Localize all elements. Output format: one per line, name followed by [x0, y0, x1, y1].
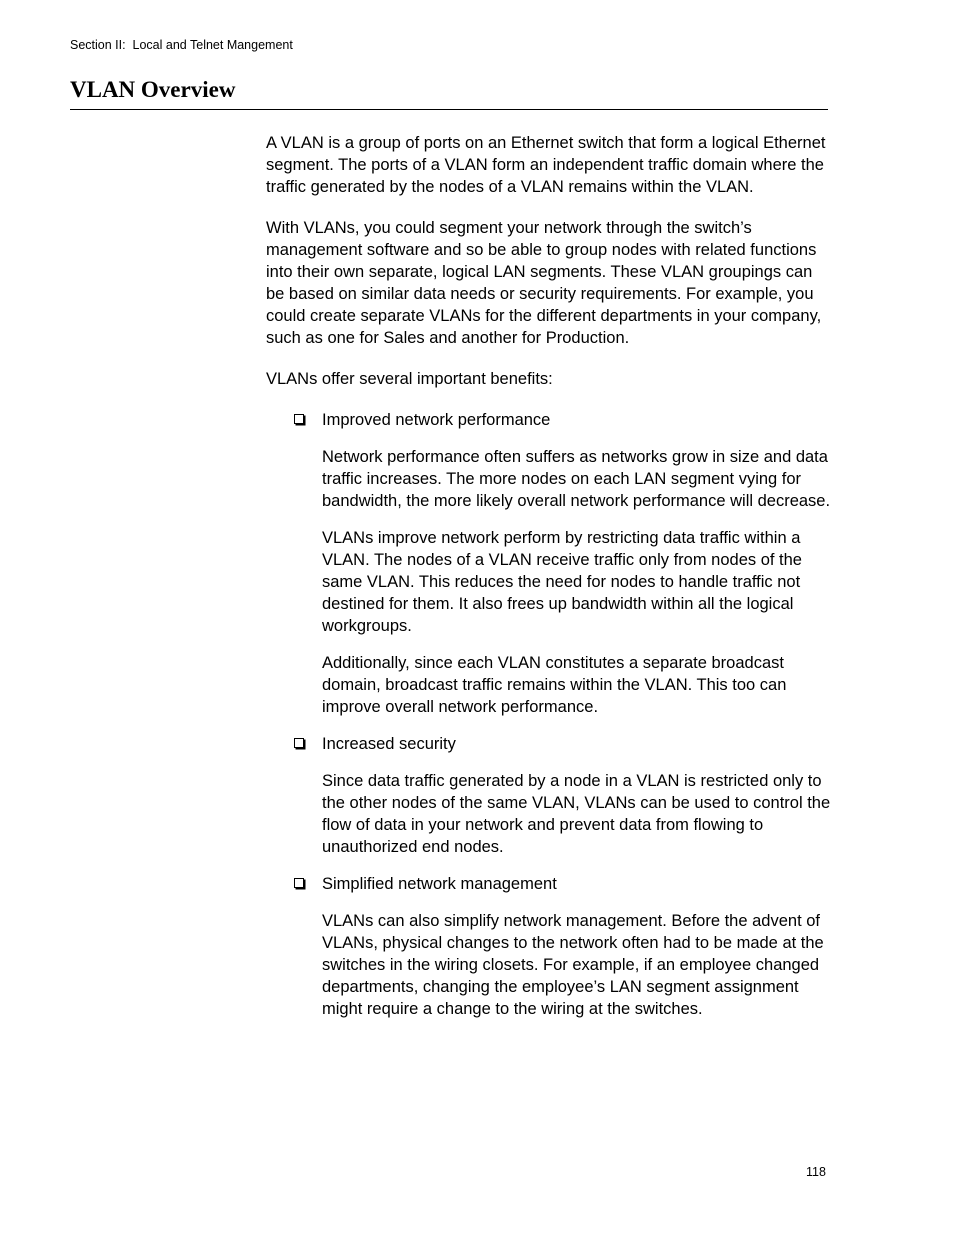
bullet-item-performance [294, 409, 834, 431]
page-number: 118 [806, 1165, 826, 1179]
benefit-paragraph: VLANs can also simplify network management. Before the advent of VLANs, physical changes to the network often had to be made at the switches in the wiring closets. For example, if an employee changed departments, changing the employee’s LAN segment assignment might require a change to the wiring at the switches. [322, 912, 824, 1018]
running-header: Section II: Local and Telnet Mangement [70, 38, 293, 52]
checkbox-bullet-icon [294, 878, 304, 888]
intro-paragraph-3: VLANs offer several important benefits: [266, 370, 553, 388]
benefit-paragraph: Additionally, since each VLAN constitutes a separate broadcast domain, broadcast traffic remains within the VLAN. This too can improve overall network performance. [322, 654, 787, 716]
bullet-label: Improved network performance [322, 411, 551, 429]
bullet-label: Increased security [322, 735, 456, 753]
checkbox-bullet-icon [294, 738, 304, 748]
benefit-paragraph: VLANs improve network perform by restricting data traffic within a VLAN. The nodes of a VLAN receive traffic only from nodes of the same VLAN. This reduces the need for nodes to handle traffic not destined for them. It also frees up bandwidth within all the logical workgroups. [322, 529, 802, 635]
intro-paragraph-1: A VLAN is a group of ports on an Ethernet switch that form a logical Ethernet segment. The ports of a VLAN form an independent traffic domain where the traffic generated by the nodes of a VLAN remains within the VLAN. [266, 134, 826, 196]
title-rule [70, 109, 828, 110]
body-text [266, 132, 834, 1035]
benefit-paragraph: Network performance often suffers as networks grow in size and data traffic increases. The more nodes on each LAN segment vying for bandwidth, the more likely overall network performance will decrease. [322, 448, 831, 510]
benefit-paragraph: Since data traffic generated by a node in a VLAN is restricted only to the other nodes of the same VLAN, VLANs can be used to control the flow of data in your network and prevent data from flowing to unauthorized end nodes. [322, 772, 831, 856]
bullet-label: Simplified network management [322, 875, 557, 893]
checkbox-bullet-icon [294, 414, 304, 424]
bullet-item-management [294, 873, 834, 895]
bullet-item-security [294, 733, 834, 755]
intro-paragraph-2: With VLANs, you could segment your network through the switch’s management software and so be able to group nodes with related functions into their own separate, logical LAN segments. These VLAN groupings can be based on similar data needs or security requirements. For example, you could create separate VLANs for the different departments in your company, such as one for Sales and another for Production. [266, 219, 822, 347]
page-title: VLAN Overview [70, 77, 236, 102]
